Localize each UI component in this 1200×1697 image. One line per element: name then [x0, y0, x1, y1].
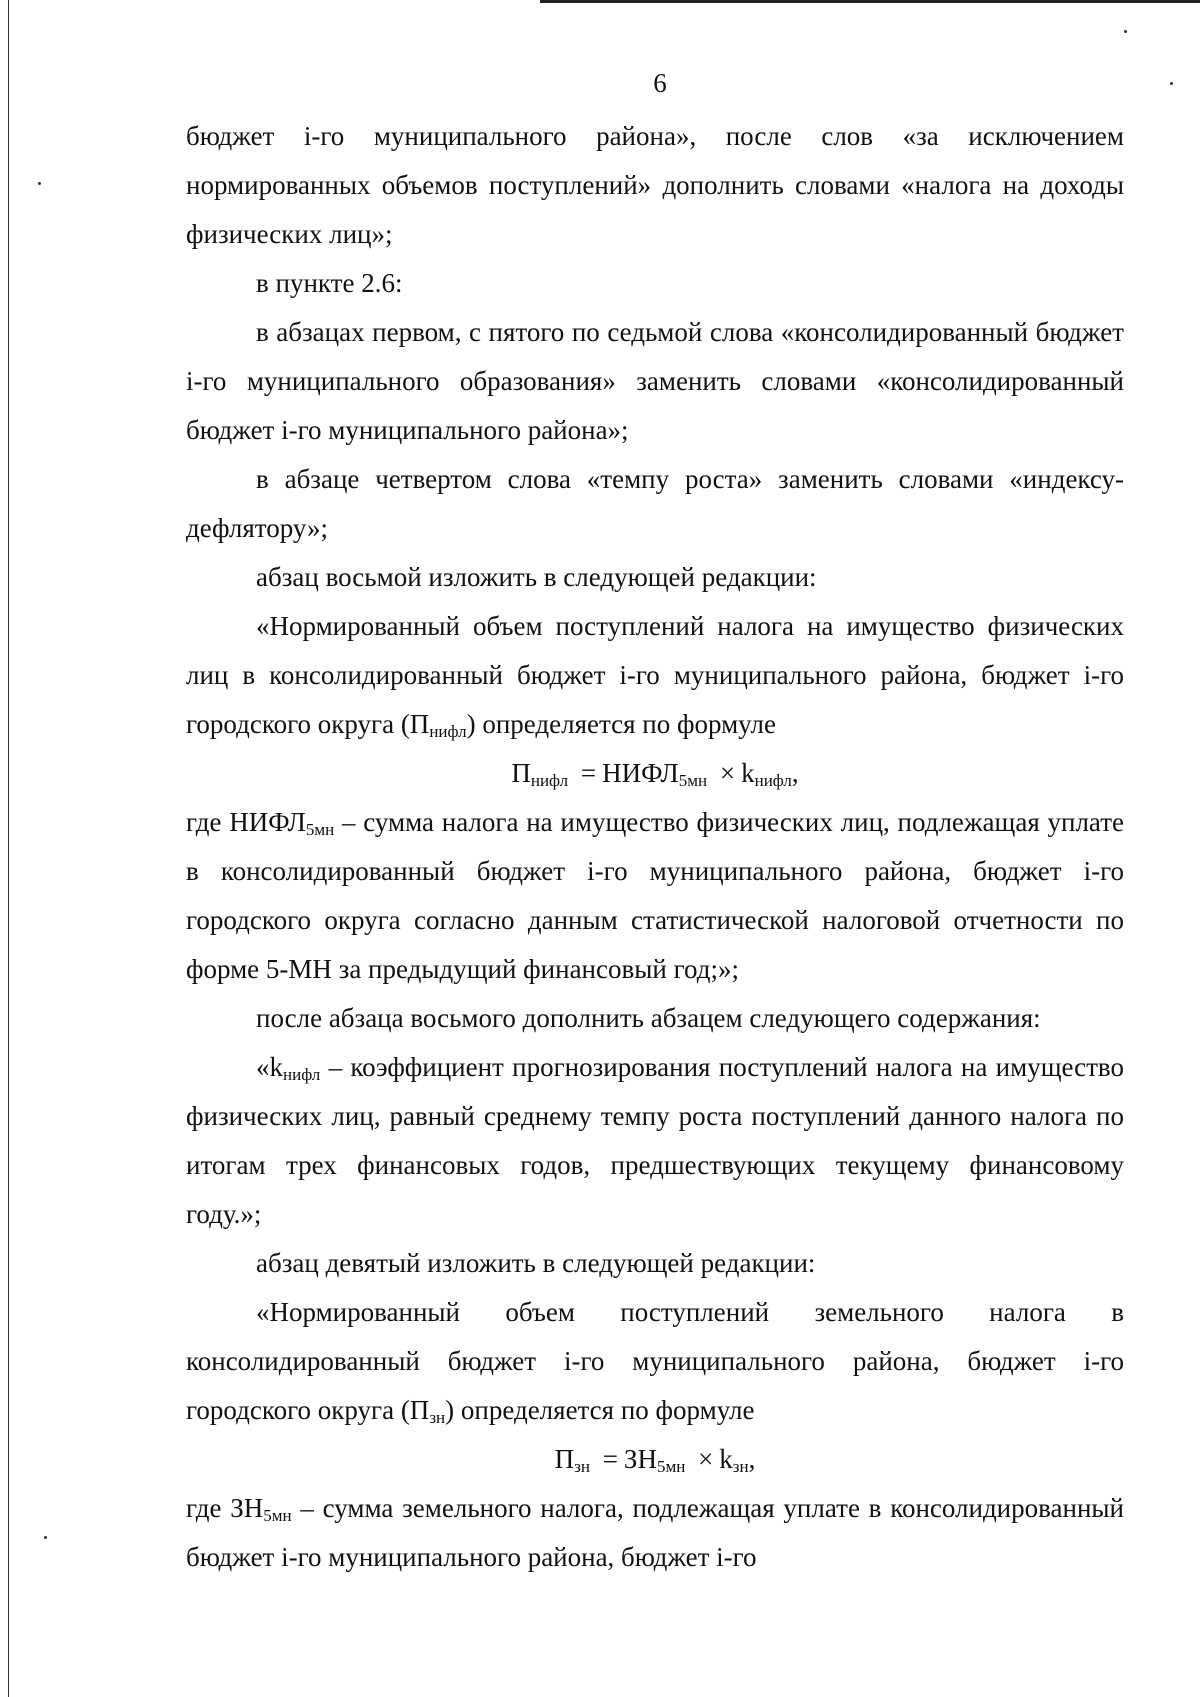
document-body: [186, 112, 1124, 1582]
paragraph-12-start: где ЗН: [186, 1493, 264, 1523]
paragraph-6-end: ) определяется по формуле: [466, 709, 776, 739]
formula-nifl-tail: ,: [791, 758, 799, 788]
formula-nifl-term1-sub: 5мн: [678, 771, 708, 790]
paragraph-4: в абзаце четвертом слова «темпу роста» заменить словами «индексу-дефлятору»;: [186, 464, 1124, 543]
formula-nifl-times: ×: [719, 758, 736, 788]
scan-speck: [38, 182, 41, 185]
paragraph-6-text: «Нормированный объем поступлений налога на имущество физических лиц в консолидированный бюджет i-го муниципального района, бюджет i-го городского округа (П: [186, 611, 1124, 739]
paragraph-10: абзац девятый изложить в следующей редакции:: [256, 1248, 816, 1278]
formula-nifl-lhs-sub: нифл: [530, 771, 569, 790]
formula-zn-lhs: П: [554, 1444, 575, 1474]
formula-zn-term2-sub: зн: [732, 1457, 749, 1476]
scan-top-rule: [540, 0, 1200, 3]
paragraph-12-subscript: 5мн: [263, 1506, 292, 1525]
formula-nifl-term2-sub: нифл: [754, 771, 792, 790]
formula-zn-times: ×: [698, 1444, 714, 1474]
formula-nifl-lhs: П: [511, 758, 531, 788]
formula-zn: [186, 1435, 1124, 1484]
paragraph-7-start: где НИФЛ: [186, 807, 306, 837]
paragraph-12-end: – сумма земельного налога, подлежащая уплате в консолидированный бюджет i-го муниципального района, бюджет i-го: [186, 1493, 1124, 1572]
formula-nifl-term1: НИФЛ: [602, 758, 679, 788]
paragraph-11-end: ) определяется по формуле: [445, 1395, 755, 1425]
paragraph-1: бюджет i-го муниципального района», после слов «за исключением нормированных объемов поступлений» дополнить словами «налога на доходы физических лиц»;: [186, 121, 1124, 249]
paragraph-9-start: «k: [256, 1052, 283, 1082]
paragraph-2: в пункте 2.6:: [256, 268, 403, 298]
scan-speck: [44, 1536, 47, 1539]
paragraph-9: [186, 1043, 1124, 1239]
paragraph-7: [186, 798, 1124, 994]
formula-zn-tail: ,: [748, 1444, 756, 1474]
paragraph-9-subscript: нифл: [283, 1065, 321, 1084]
formula-nifl: [186, 749, 1124, 798]
formula-zn-lhs-sub: зн: [574, 1457, 590, 1476]
formula-zn-term2: k: [719, 1444, 733, 1474]
page-number: 6: [653, 68, 667, 98]
paragraph-5: абзац восьмой изложить в следующей редакции:: [256, 562, 817, 592]
formula-zn-equals: =: [602, 1444, 618, 1474]
scan-speck: [1124, 30, 1127, 33]
paragraph-11: [186, 1288, 1124, 1435]
formula-zn-term1: ЗН: [623, 1444, 657, 1474]
paragraph-11-subscript: зн: [429, 1408, 446, 1427]
paragraph-6: [186, 602, 1124, 749]
scan-left-edge: [8, 0, 9, 1697]
paragraph-7-subscript: 5мн: [305, 820, 335, 839]
formula-nifl-equals: =: [580, 758, 597, 788]
paragraph-3: в абзацах первом, с пятого по седьмой слова «консолидированный бюджет i-го муниципального образования» заменить словами «консолидированный бюджет i-го муниципального района»;: [186, 317, 1124, 445]
paragraph-8: после абзаца восьмого дополнить абзацем следующего содержания:: [256, 1003, 1041, 1033]
formula-nifl-term2: k: [741, 758, 755, 788]
paragraph-7-end: – сумма налога на имущество физических лиц, подлежащая уплате в консолидированный бюджет i-го муниципального района, бюджет i-го городского округа согласно данным статистической налоговой отчетности по форме 5-МН за предыдущий финансовый год;»;: [186, 807, 1124, 984]
paragraph-6-subscript: нифл: [429, 722, 467, 741]
formula-zn-term1-sub: 5мн: [656, 1457, 686, 1476]
paragraph-11-text: «Нормированный объем поступлений земельного налога в консолидированный бюджет i-го муниципального района, бюджет i-го городского округа (П: [186, 1297, 1124, 1425]
paragraph-12: [186, 1484, 1124, 1582]
paragraph-9-end: – коэффициент прогнозирования поступлений налога на имущество физических лиц, равный среднему темпу роста поступлений данного налога по итогам трех финансовых годов, предшествующих текущему финансовому году.»;: [186, 1052, 1124, 1229]
